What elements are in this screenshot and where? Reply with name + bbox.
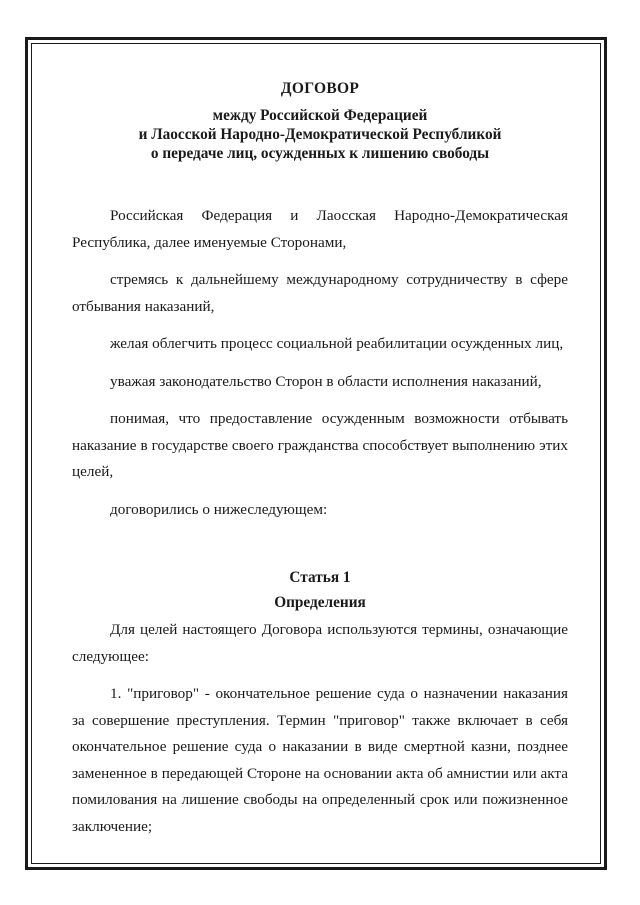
preamble-paragraph: стремясь к дальнейшему международному сотрудничеству в сфере отбывания наказаний, — [72, 271, 568, 315]
document-body — [72, 80, 568, 840]
subtitle-line: о передаче лиц, осужденных к лишению свободы — [150, 145, 490, 162]
preamble-paragraph: Российская Федерация и Лаосская Народно-Демократическая Республика, далее именуемые Сторонами, — [72, 207, 568, 251]
subtitle-line: и Лаосской Народно-Демократической Республикой — [138, 126, 502, 143]
article-number: Статья 1 — [289, 569, 351, 586]
document-title: ДОГОВОР — [280, 80, 360, 97]
preamble-paragraph: понимая, что предоставление осужденным возможности отбывать наказание в государстве своего гражданства способствует выполнению этих целей, — [72, 410, 568, 480]
preamble-paragraph: уважая законодательство Сторон в области исполнения наказаний, — [110, 372, 542, 390]
document-subtitle — [72, 106, 568, 163]
subtitle-line: между Российской Федерацией — [212, 107, 428, 124]
article-heading: Определения — [274, 594, 366, 611]
article-paragraph: Для целей настоящего Договора используются термины, означающие следующее: — [72, 621, 568, 665]
preamble-paragraph: желая облегчить процесс социальной реабилитации осужденных лиц, — [110, 335, 564, 352]
article-paragraph: 1. "приговор" - окончательное решение суда о назначении наказания за совершение преступления. Термин "приговор" также включает в себя окончательное решение суда о наказании в виде смертной казни, позднее замененное в передающей Стороне на основании акта об амнистии или акта помилования на лишение свободы на определенный срок или пожизненное заключение; — [72, 685, 568, 835]
preamble — [72, 203, 568, 523]
preamble-paragraph: договорились о нижеследующем: — [110, 500, 328, 518]
article-1 — [72, 565, 568, 840]
